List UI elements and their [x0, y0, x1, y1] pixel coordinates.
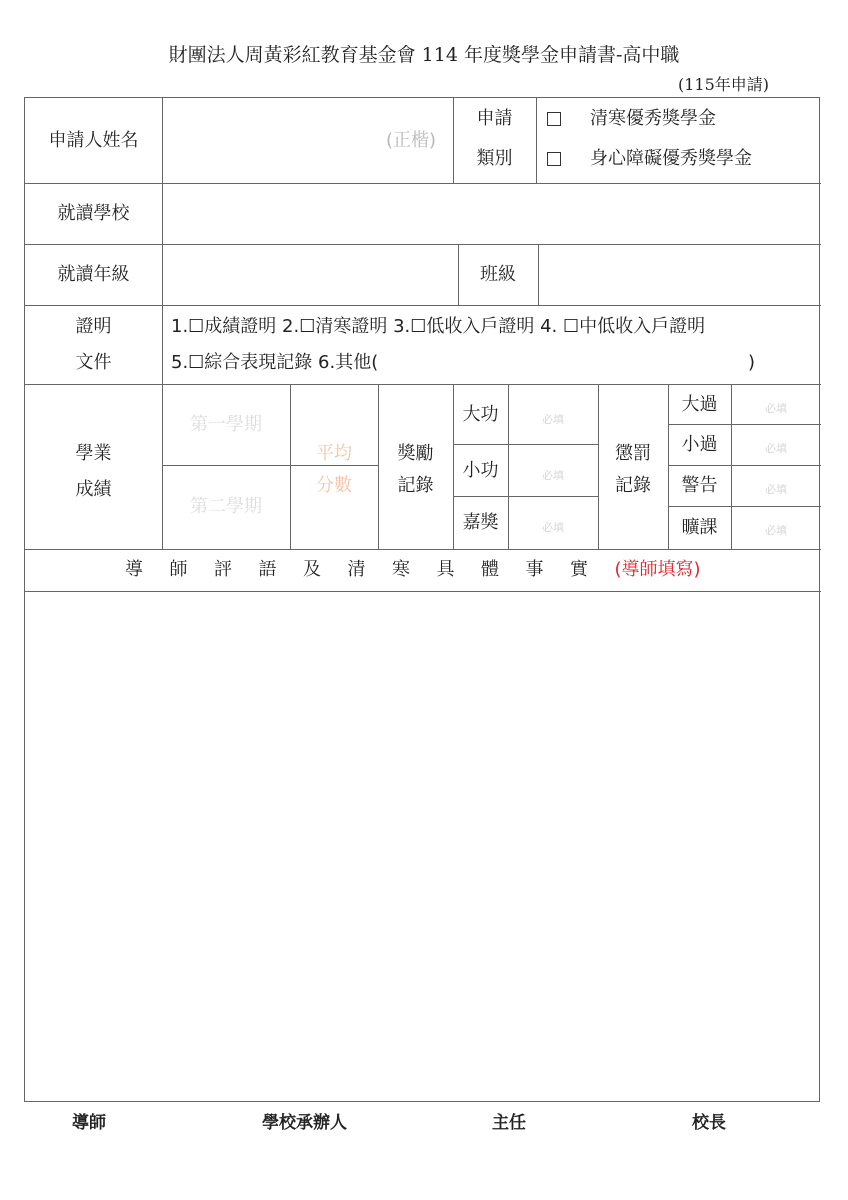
comments-heading	[125, 559, 745, 581]
penalty-record-line1: 懲罰	[615, 443, 651, 464]
signature-director: 主任	[492, 1113, 526, 1133]
reward-record-line1: 獎勵	[397, 443, 434, 464]
class-label: 班級	[480, 264, 516, 285]
comments-heading-char: 實	[570, 559, 588, 580]
class-field[interactable]	[541, 247, 816, 302]
form-title: 財團法人周黃彩紅教育基金會 114 年度獎學金申請書-高中職	[168, 44, 680, 66]
signature-school-handler: 學校承辦人	[262, 1113, 347, 1133]
reward-commendation: 嘉獎	[462, 512, 499, 533]
comments-heading-char: 清	[347, 559, 366, 580]
category-label-line2: 類別	[476, 148, 513, 169]
comments-heading-char: 寒	[392, 559, 410, 580]
signature-mentor: 導師	[72, 1113, 106, 1133]
school-field[interactable]	[165, 186, 815, 241]
grades-label-line1: 學業	[75, 443, 112, 464]
documents-other-close: )	[748, 352, 756, 373]
applicant-name-field[interactable]	[165, 101, 451, 181]
teacher-comments-area[interactable]	[29, 595, 815, 1097]
reward-record-line2: 記錄	[397, 475, 434, 496]
application-form-table	[24, 97, 820, 1102]
comments-heading-char: 體	[481, 559, 499, 580]
penalty-record-line2: 記錄	[615, 475, 651, 496]
name-field-hint: (正楷)	[386, 130, 437, 151]
penalty-minor-demerit: 小過	[681, 434, 718, 455]
major-merit-field[interactable]: 必填	[542, 413, 564, 426]
penalty-warning: 警告	[681, 475, 718, 496]
school-label: 就讀學校	[57, 203, 130, 224]
grades-label-line2: 成績	[75, 479, 112, 500]
documents-label-line1: 證明	[75, 316, 112, 337]
option-disability-label: 身心障礙優秀獎學金	[590, 148, 752, 169]
average-score-line2[interactable]: 分數	[316, 475, 352, 496]
semester-1-field[interactable]: 第一學期	[190, 414, 262, 435]
absence-field[interactable]: 必填	[765, 524, 787, 537]
comments-heading-char: 具	[436, 559, 455, 580]
comments-heading-char: 及	[303, 559, 321, 580]
option-needy-checkbox[interactable]	[547, 112, 561, 126]
documents-label-line2: 文件	[75, 352, 112, 373]
warning-field[interactable]: 必填	[765, 483, 787, 496]
comments-heading-char: 語	[258, 559, 277, 580]
grade-label: 就讀年級	[57, 264, 130, 285]
penalty-major-demerit: 大過	[681, 394, 718, 415]
documents-options-line2[interactable]: 5.☐綜合表現記錄 6.其他(	[171, 352, 379, 373]
form-subtitle: (115年申請)	[678, 75, 770, 94]
average-score-line1[interactable]: 平均	[316, 443, 352, 464]
minor-demerit-field[interactable]: 必填	[765, 442, 787, 455]
signature-principal: 校長	[692, 1113, 726, 1133]
documents-options-line1[interactable]: 1.☐成績證明 2.☐清寒證明 3.☐低收入戶證明 4. ☐中低收入戶證明	[171, 316, 706, 337]
reward-major-merit: 大功	[462, 404, 499, 425]
option-disability-checkbox[interactable]	[547, 152, 561, 166]
comments-heading-char: 師	[169, 559, 188, 580]
option-needy-label: 清寒優秀獎學金	[590, 108, 716, 129]
comments-heading-char: 事	[525, 559, 544, 580]
semester-2-field[interactable]: 第二學期	[190, 496, 262, 517]
comments-heading-text	[125, 559, 615, 580]
applicant-name-label: 申請人姓名	[48, 130, 139, 151]
grade-field[interactable]	[165, 247, 455, 302]
commendation-field[interactable]: 必填	[542, 521, 564, 534]
major-demerit-field[interactable]: 必填	[765, 402, 787, 415]
category-label-line1: 申請	[476, 108, 513, 129]
comments-heading-char: 評	[214, 559, 232, 580]
comments-heading-note: (導師填寫)	[614, 559, 701, 580]
minor-merit-field[interactable]: 必填	[542, 469, 564, 482]
reward-minor-merit: 小功	[462, 460, 499, 481]
penalty-absence: 曠課	[681, 517, 718, 538]
comments-heading-char: 導	[125, 559, 143, 580]
